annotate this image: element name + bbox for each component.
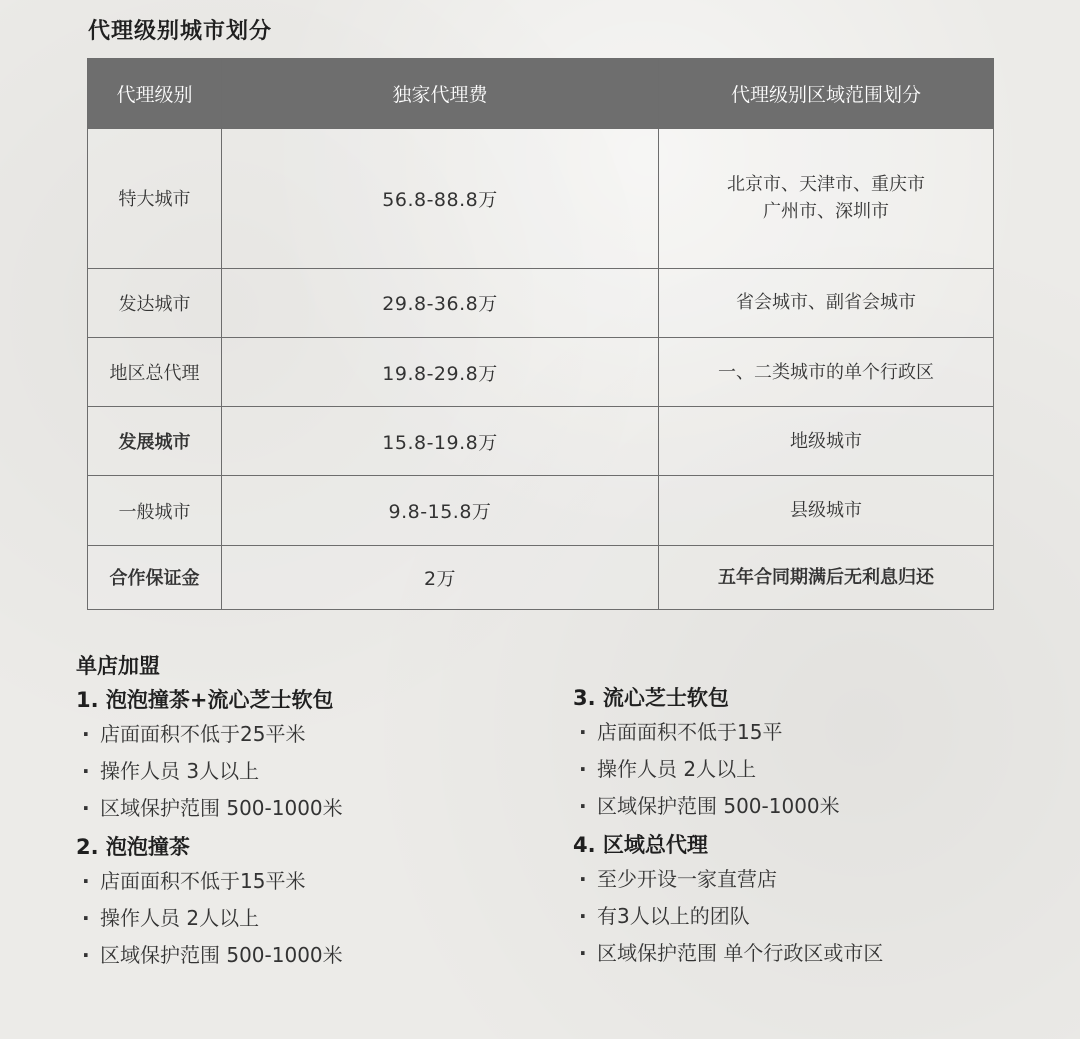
header-region: 代理级别区域范围划分 [659, 59, 994, 129]
region-line: 北京市、天津市、重庆市 [727, 174, 925, 196]
fee-cell: 19.8-29.8万 [222, 337, 659, 406]
plan-item: · 操作人员 2人以上 [76, 900, 343, 937]
table-header-row [88, 59, 994, 129]
region-cell [659, 545, 994, 609]
table-row [88, 545, 994, 609]
region-cell [659, 268, 994, 337]
fee-cell: 15.8-19.8万 [222, 407, 659, 476]
plan-group [573, 829, 883, 972]
table-row [88, 337, 994, 406]
page-title: 代理级别城市划分 [88, 19, 273, 44]
table-row [88, 407, 994, 476]
fee-cell: 29.8-36.8万 [222, 268, 659, 337]
plan-item: · 店面面积不低于15平米 [76, 863, 343, 900]
fee-cell: 2万 [222, 545, 659, 609]
plan-item: · 店面面积不低于25平米 [76, 716, 343, 753]
plan-title: 2. 泡泡撞茶 [76, 835, 190, 859]
plan-group [573, 682, 883, 825]
header-fee: 独家代理费 [222, 59, 659, 129]
region-cell [659, 407, 994, 476]
level-cell: 合作保证金 [88, 545, 222, 609]
table-row [88, 476, 994, 545]
agent-level-table [87, 58, 994, 610]
region-line: 县级城市 [790, 500, 862, 522]
region-line: 地级城市 [790, 430, 862, 452]
plan-item: · 操作人员 3人以上 [76, 753, 343, 790]
region-line: 省会城市、副省会城市 [736, 292, 916, 314]
region-line: 一、二类城市的单个行政区 [718, 361, 934, 383]
level-cell: 一般城市 [88, 476, 222, 545]
plan-item: · 区域保护范围 500-1000米 [573, 788, 883, 825]
header-level: 代理级别 [88, 59, 222, 129]
plan-title: 3. 流心芝士软包 [573, 686, 729, 710]
table-row [88, 268, 994, 337]
region-cell [659, 129, 994, 269]
fee-cell: 56.8-88.8万 [222, 129, 659, 269]
fee-cell: 9.8-15.8万 [222, 476, 659, 545]
level-cell: 发展城市 [88, 407, 222, 476]
right-column [573, 682, 883, 976]
plan-item: · 至少开设一家直营店 [573, 861, 883, 898]
plan-item: · 区域保护范围 500-1000米 [76, 790, 343, 827]
plan-item: · 店面面积不低于15平 [573, 714, 883, 751]
plan-title: 1. 泡泡撞茶+流心芝士软包 [76, 688, 334, 712]
level-cell: 特大城市 [88, 129, 222, 269]
left-column [76, 684, 343, 978]
region-line: 五年合同期满后无利息归还 [718, 566, 934, 588]
table-row [88, 129, 994, 269]
plan-item: · 区域保护范围 单个行政区或市区 [573, 935, 883, 972]
level-cell: 发达城市 [88, 268, 222, 337]
plan-item: · 操作人员 2人以上 [573, 751, 883, 788]
region-line: 广州市、深圳市 [763, 201, 889, 223]
plan-item: · 有3人以上的团队 [573, 898, 883, 935]
section-title: 单店加盟 [76, 654, 160, 678]
region-cell [659, 337, 994, 406]
plan-title: 4. 区域总代理 [573, 833, 708, 857]
plan-group [76, 831, 343, 974]
plan-group [76, 684, 343, 827]
region-cell [659, 476, 994, 545]
level-cell: 地区总代理 [88, 337, 222, 406]
plan-item: · 区域保护范围 500-1000米 [76, 937, 343, 974]
